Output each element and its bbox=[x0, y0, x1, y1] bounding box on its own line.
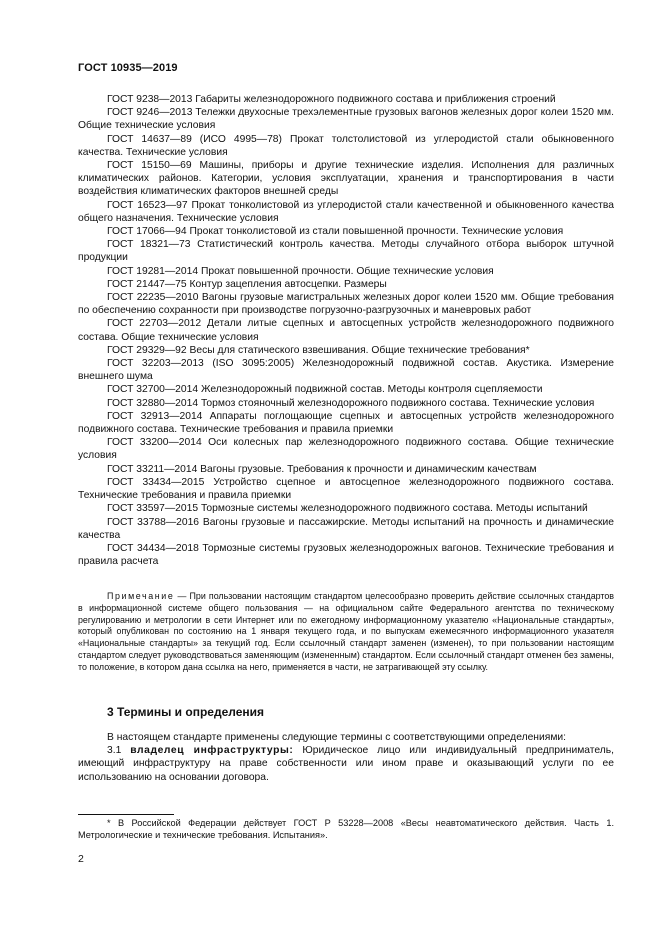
normative-references-list bbox=[78, 93, 614, 568]
term-name: владелец инфраструктуры: bbox=[130, 745, 294, 757]
note-dash: — bbox=[174, 591, 190, 601]
reference-item: ГОСТ 15150—69 Машины, приборы и другие технические изделия. Исполнения для различных климатических районов. Категории, условия эксплуатации, хранения и транспортирования в части воздействия климатических факторов внешней среды bbox=[78, 160, 614, 198]
term-definition-text: Юридическое лицо или индивидуальный предприниматель, имеющий инфраструктуру на праве собственности или ином праве и оказывающий услуги по ее использованию на основании договора. bbox=[78, 745, 614, 783]
reference-item: ГОСТ 33788—2016 Вагоны грузовые и пассажирские. Методы испытаний на прочность и динамические качества bbox=[78, 516, 614, 541]
reference-item: ГОСТ 32203—2013 (ISO 3095:2005) Железнодорожный подвижной состав. Акустика. Измерение внешнего шума bbox=[78, 358, 614, 383]
note-label: Примечание bbox=[107, 591, 175, 601]
reference-item: ГОСТ 19281—2014 Прокат повышенной прочности. Общие технические условия bbox=[107, 265, 494, 277]
reference-item: ГОСТ 18321—73 Статистический контроль качества. Методы случайного отбора выборок штучной продукции bbox=[78, 239, 614, 264]
reference-item: ГОСТ 9246—2013 Тележки двухосные трехэлементные грузовых вагонов железных дорог колеи 1520 мм. Общие технические условия bbox=[78, 107, 614, 132]
reference-item: ГОСТ 34434—2018 Тормозные системы грузовых железнодорожных вагонов. Технические требования и правила расчета bbox=[78, 542, 614, 568]
reference-item: ГОСТ 14637—89 (ИСО 4995—78) Прокат толстолистовой из углеродистой стали обыкновенного качества. Технические условия bbox=[78, 133, 614, 158]
section-title: 3 Термины и определения bbox=[107, 705, 265, 719]
reference-item: ГОСТ 16523—97 Прокат тонколистовой из углеродистой стали качественной и обыкновенного качества общего назначения. Технические условия bbox=[78, 199, 614, 224]
section-body bbox=[78, 731, 614, 784]
reference-item: ГОСТ 33200—2014 Оси колесных пар железнодорожного подвижного состава. Общие технические условия bbox=[78, 437, 614, 462]
page-number: 2 bbox=[78, 853, 84, 865]
section-intro: В настоящем стандарте применены следующие термины с соответствующими определениями: bbox=[107, 732, 567, 743]
term-number: 3.1 bbox=[107, 745, 122, 757]
reference-item: ГОСТ 29329—92 Весы для статического взвешивания. Общие технические требования* bbox=[107, 344, 530, 356]
reference-item: ГОСТ 22235—2010 Вагоны грузовые магистральных железных дорог колеи 1520 мм. Общие требования по обеспечению сохранности при производстве погрузочно-разгрузочных и маневровых работ bbox=[78, 292, 614, 317]
reference-item: ГОСТ 33597—2015 Тормозные системы железнодорожного подвижного состава. Методы испытаний bbox=[107, 503, 588, 515]
reference-item: ГОСТ 32880—2014 Тормоз стояночный железнодорожного подвижного состава. Технические условия bbox=[107, 397, 595, 409]
reference-item: ГОСТ 33211—2014 Вагоны грузовые. Требования к прочности и динамическим качествам bbox=[107, 463, 537, 475]
reference-item: ГОСТ 32913—2014 Аппараты поглощающие сцепных и автосцепных устройств железнодорожного подвижного состава. Технические требования и правила приемки bbox=[78, 410, 614, 436]
reference-item: ГОСТ 17066—94 Прокат тонколистовой из стали повышенной прочности. Технические условия bbox=[107, 226, 564, 238]
note-text: При пользовании настоящим стандартом целесообразно проверить действие ссылочных стандартов в информационной системе общего пользования — на официальном сайте Федерального агентства по техническому регулированию и метрологии в сети Интернет или по ежегодному информационному указателю «Национальные стандарты», который опубликован по состоянию на 1 января текущего года, и по выпускам ежемесячного информационного указателя «Национальные стандарты» за текущий год. Если ссылочный стандарт заменен (изменен), то при пользовании настоящим стандартом следует руководствоваться заменяющим (измененным) стандартом. Если ссылочный стандарт отменен без замены, то положение, в котором дана ссылка на него, применяется в части, не затрагивающей эту ссылку. bbox=[78, 591, 614, 672]
reference-item: ГОСТ 21447—75 Контур зацепления автосцепки. Размеры bbox=[107, 278, 387, 290]
term-definition bbox=[78, 744, 614, 784]
footnote-separator bbox=[78, 814, 174, 815]
reference-item: ГОСТ 9238—2013 Габариты железнодорожного подвижного состава и приближения строений bbox=[107, 94, 556, 105]
reference-item: ГОСТ 32700—2014 Железнодорожный подвижной состав. Методы контроля сцепляемости bbox=[107, 384, 543, 396]
footnote: * В Российской Федерации действует ГОСТ Р 53228—2008 «Весы неавтоматического действия. Часть 1. Метрологические и технические требования. Испытания». bbox=[78, 818, 614, 840]
note-paragraph bbox=[78, 591, 614, 674]
reference-item: ГОСТ 33434—2015 Устройство сцепное и автосцепное железнодорожного подвижного состава. Технические требования и правила приемки bbox=[78, 476, 614, 502]
document-code-header: ГОСТ 10935—2019 bbox=[78, 62, 178, 74]
reference-item: ГОСТ 22703—2012 Детали литые сцепных и автосцепных устройств железнодорожного подвижного состава. Общие технические условия bbox=[78, 318, 614, 343]
